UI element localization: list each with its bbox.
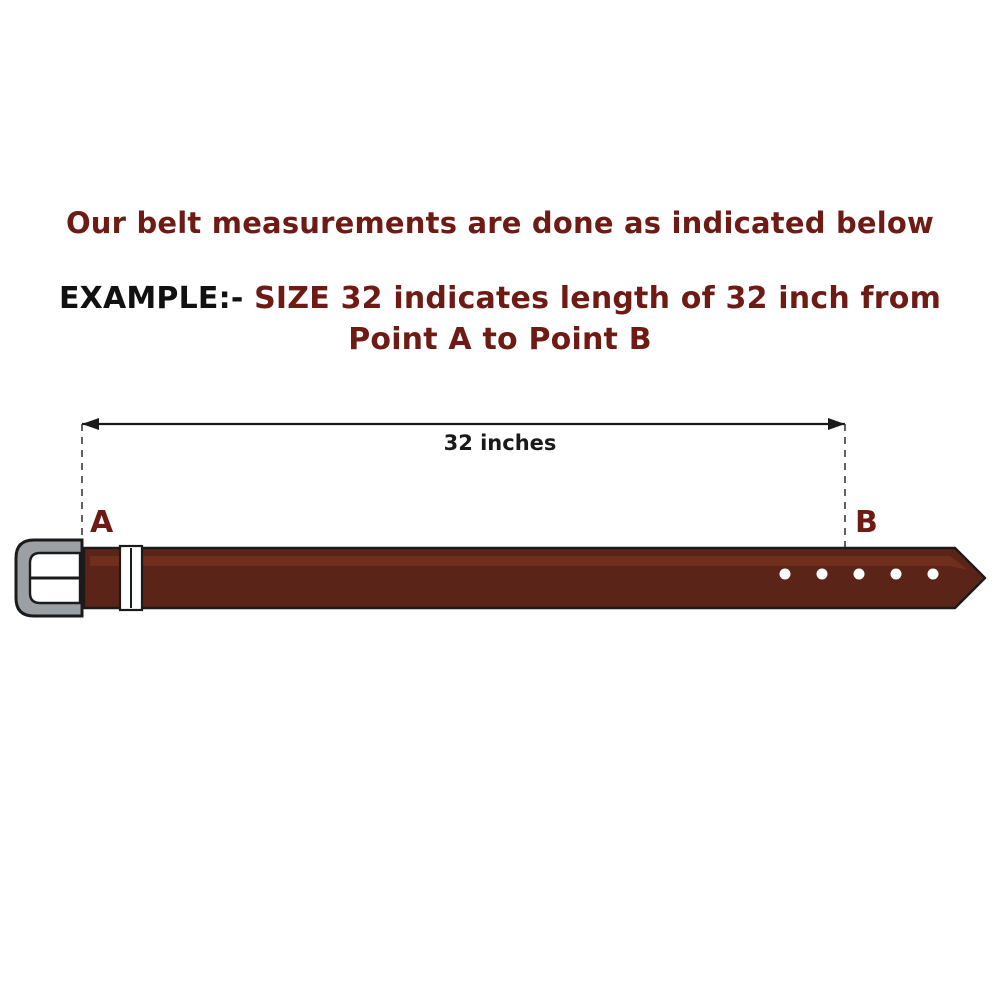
point-a-label: A xyxy=(90,505,114,540)
belt-keeper xyxy=(120,546,142,610)
example-prefix: EXAMPLE:- xyxy=(58,281,255,316)
point-b-label: B xyxy=(855,505,878,540)
length-label: 32 inches xyxy=(443,431,557,455)
belt-buckle xyxy=(16,540,82,616)
belt-graphic xyxy=(16,540,985,616)
dimension-arrow xyxy=(82,418,845,430)
page-title: Our belt measurements are done as indicated below xyxy=(65,206,935,240)
example-line-1-text: SIZE 32 indicates length of 32 inch from xyxy=(254,281,942,316)
example-line-2: Point A to Point B xyxy=(348,322,652,357)
